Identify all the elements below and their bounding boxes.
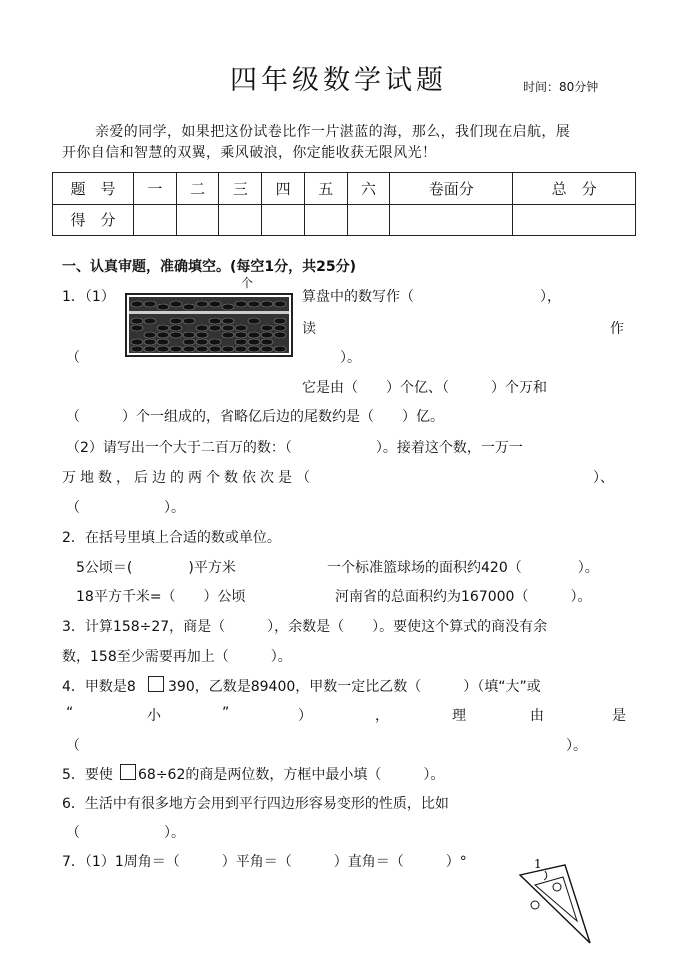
- q1-line-1: 算盘中的数写作（ ），: [302, 289, 561, 305]
- q1-line-3-left: （: [66, 350, 80, 366]
- q2-item-1b: 一个标准篮球场的面积约420（ ）。: [327, 560, 599, 576]
- q4-line-2-part: “: [66, 705, 74, 721]
- q1b-line-3: （ ）。: [66, 500, 185, 516]
- score-table-header-row: [53, 173, 636, 205]
- q1-line-2-right: 作: [610, 321, 624, 337]
- q7-line-1: 7．（1）1周角＝（ ）平角＝（ ）直角＝（ ）°: [62, 854, 467, 870]
- digit-box: [148, 676, 164, 692]
- q1b-line-2-left: 万地数，后边的两个数依次是（: [62, 470, 314, 486]
- q4-line-3-left: （: [66, 738, 80, 754]
- q1-line-2-left: 读: [302, 321, 316, 337]
- score-cell[interactable]: [304, 204, 347, 236]
- score-cell[interactable]: [176, 204, 219, 236]
- score-cell[interactable]: [513, 204, 636, 236]
- q4-line-2-part: 小: [147, 708, 161, 724]
- q5-prefix: 5．要使: [62, 767, 113, 783]
- q1-line-5: （ ）个一组成的，省略亿后边的尾数约是（ ）亿。: [66, 409, 444, 425]
- q5-text: 68÷62的商是两位数，方框中最小填（ ）。: [138, 767, 445, 783]
- table-cell: 四: [262, 173, 305, 205]
- q6-line-1: 6．生活中有很多地方会用到平行四边形容易变形的性质，比如: [62, 796, 449, 812]
- abacus-image: [125, 293, 293, 357]
- digit-box: [120, 764, 136, 780]
- q4-line-1a: 4．甲数是8: [62, 679, 136, 695]
- intro-line-2: 开你自信和智慧的双翼，乘风破浪，你定能收获无限风光！: [62, 145, 437, 161]
- q4-line-2-part: 理: [452, 708, 466, 724]
- table-cell: 二: [176, 173, 219, 205]
- q4-line-2-part: 是: [612, 708, 626, 724]
- score-cell[interactable]: [262, 204, 305, 236]
- q2-heading: 2．在括号里填上合适的数或单位。: [62, 530, 281, 546]
- table-cell: 总 分: [513, 173, 636, 205]
- score-cell[interactable]: [390, 204, 513, 236]
- table-cell: 得 分: [53, 204, 134, 236]
- intro-line-1: 亲爱的同学，如果把这份试卷比作一片湛蓝的海，那么，我们现在启航，展: [95, 124, 571, 140]
- q2-item-2a: 18平方千米=（ ）公顷: [76, 589, 246, 605]
- q1-line-3-right: ）。: [340, 350, 361, 366]
- score-table: [52, 172, 636, 236]
- q6-line-2: （ ）。: [66, 825, 185, 841]
- q3-line-2: 数，158至少需要再加上（ ）。: [62, 649, 292, 665]
- q1-line-4: 它是由（ ）个亿、（ ）个万和: [302, 380, 547, 396]
- set-square-figure: [515, 855, 605, 950]
- q4-line-2-part: ，: [375, 708, 389, 724]
- q4-line-2-part: ”: [222, 705, 230, 721]
- table-cell: 一: [134, 173, 177, 205]
- table-cell: 卷面分: [390, 173, 513, 205]
- table-cell: 六: [347, 173, 390, 205]
- q3-line-1: 3．计算158÷27，商是（ ），余数是（ ）。要使这个算式的商没有余: [62, 619, 548, 635]
- section-heading-1: 一、认真审题，准确填空。(每空1分，共25分): [62, 259, 357, 275]
- score-table-score-row: [53, 204, 636, 236]
- exam-time: 时间：80分钟: [523, 80, 599, 94]
- q4-line-1b: 390，乙数是89400，甲数一定比乙数（ ）（填“大”或: [168, 679, 541, 695]
- score-cell[interactable]: [219, 204, 262, 236]
- q4-line-2-part: 由: [530, 708, 544, 724]
- q2-item-1a: 5公顷＝( )平方米: [76, 560, 236, 576]
- table-cell: 题 号: [53, 173, 134, 205]
- q1-number: 1．（1）: [62, 289, 115, 305]
- q4-line-2-part: ）: [298, 708, 312, 724]
- score-cell[interactable]: [134, 204, 177, 236]
- q1b-line-2-right: ）、: [593, 470, 614, 486]
- table-cell: 五: [304, 173, 347, 205]
- score-cell[interactable]: [347, 204, 390, 236]
- angle-label: 1: [534, 857, 542, 871]
- table-cell: 三: [219, 173, 262, 205]
- q2-item-2b: 河南省的总面积约为167000（ ）。: [335, 589, 592, 605]
- q1b-line-1: （2）请写出一个大于二百万的数：（ ）。接着这个数，一万一: [66, 440, 523, 456]
- q4-line-3-right: ）。: [566, 738, 587, 754]
- exam-title: 四年级数学试题: [230, 65, 447, 96]
- abacus-ones-label: 个: [241, 276, 254, 290]
